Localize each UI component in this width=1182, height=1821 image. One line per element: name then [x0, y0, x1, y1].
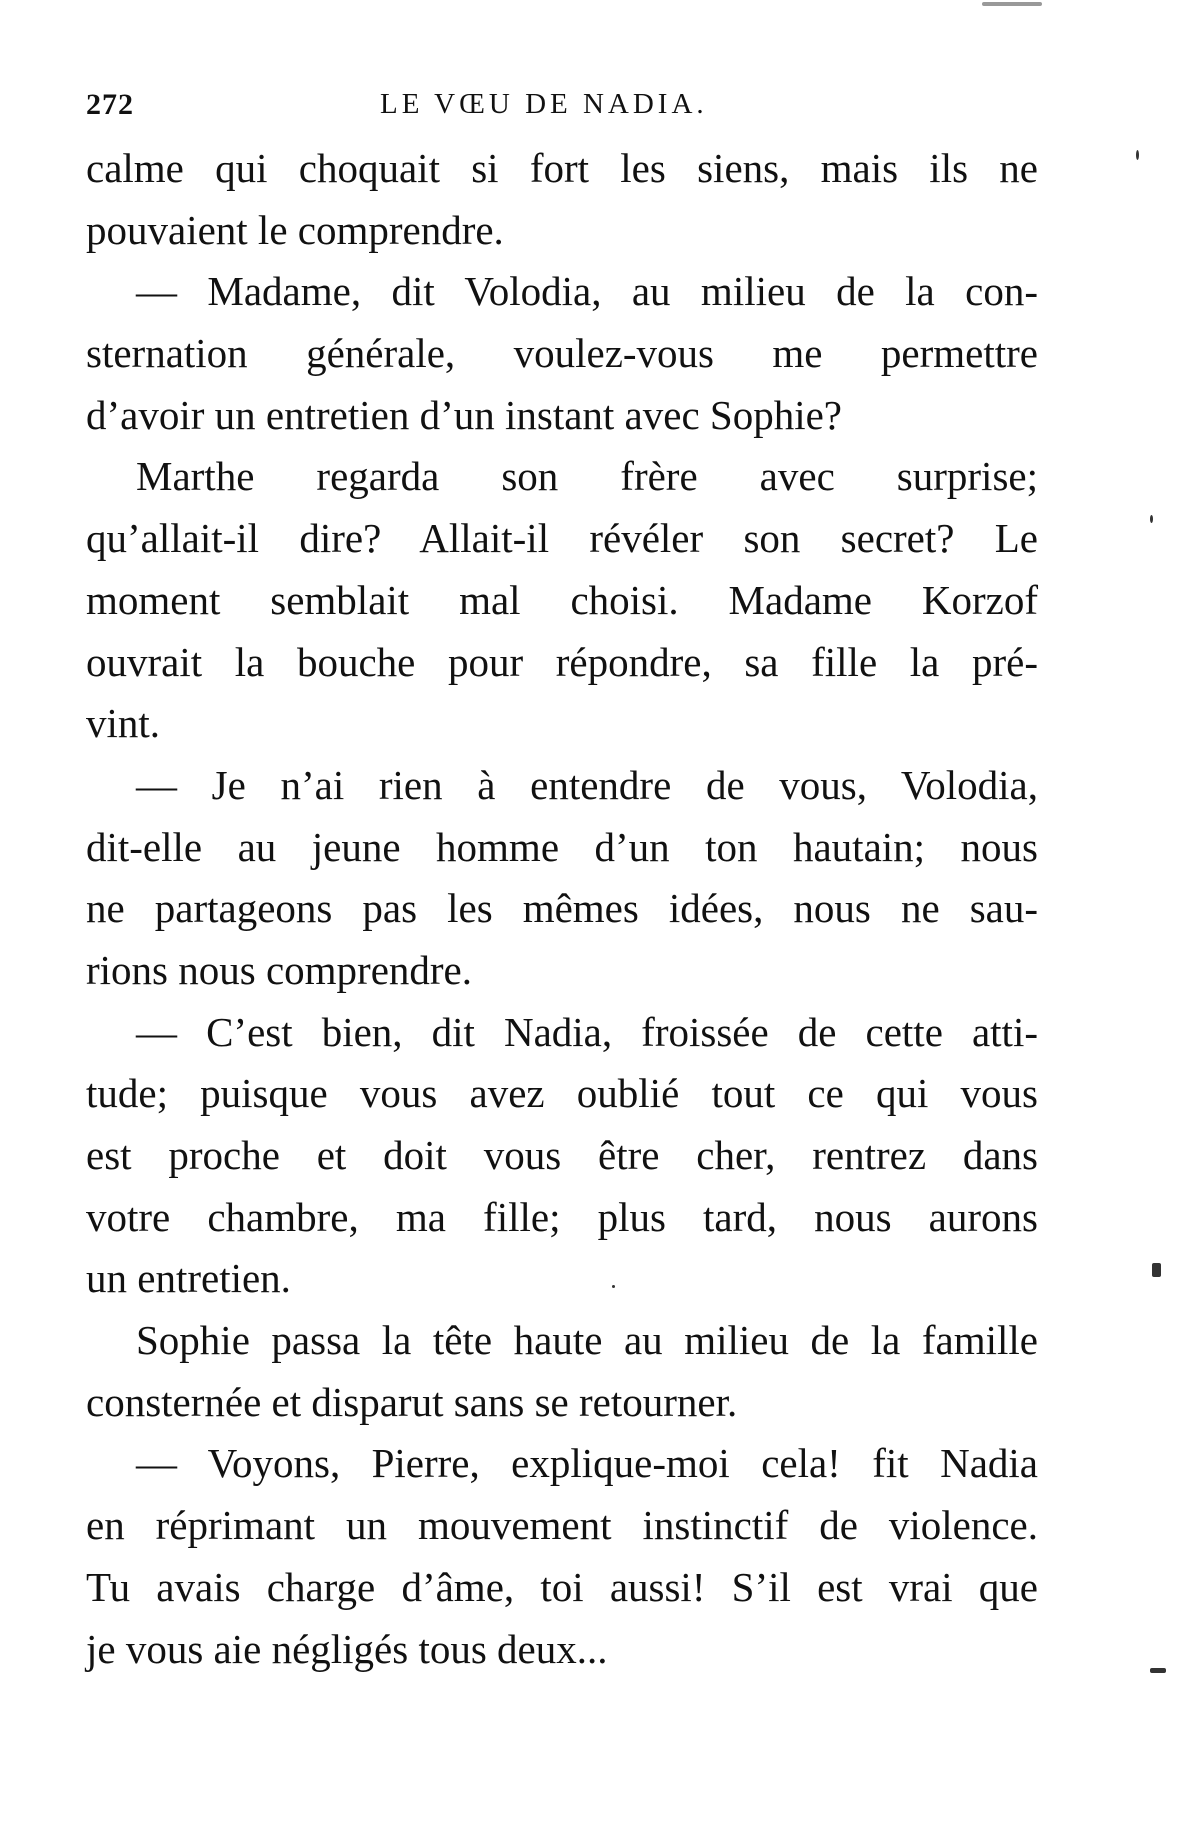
- text-line: ouvrait la bouche pour répondre, sa fille la pré-: [86, 638, 1038, 685]
- scan-speck: [1150, 515, 1153, 523]
- text-line: Marthe regarda son frère avec surprise;: [136, 453, 1038, 500]
- text-line: pouvaient le comprendre.: [86, 206, 504, 253]
- text-line: — Madame, dit Volodia, au milieu de la con-: [136, 268, 1038, 315]
- text-line: consternée et disparut sans se retourner.: [86, 1378, 738, 1425]
- text-line: vint.: [86, 700, 161, 747]
- running-title: LE VŒU DE NADIA.: [380, 88, 708, 120]
- text-line: dit-elle au jeune homme d’un ton hautain; nous: [86, 823, 1038, 870]
- scan-speck: [1152, 1263, 1161, 1277]
- text-line: — C’est bien, dit Nadia, froissée de cette atti-: [136, 1008, 1038, 1055]
- text-line: je vous aie négligés tous deux...: [86, 1625, 608, 1672]
- text-line: d’avoir un entretien d’un instant avec Sophie?: [86, 391, 842, 438]
- text-line: rions nous comprendre.: [86, 946, 472, 993]
- text-line: — Je n’ai rien à entendre de vous, Volodia,: [136, 761, 1038, 808]
- scan-speck: [612, 1285, 615, 1288]
- text-line: ne partageons pas les mêmes idées, nous ne sau-: [86, 885, 1038, 932]
- text-line: Tu avais charge d’âme, toi aussi! S’il est vrai que: [86, 1563, 1038, 1610]
- text-line: Sophie passa la tête haute au milieu de la famille: [136, 1317, 1038, 1364]
- scan-speck: [982, 2, 1042, 6]
- text-line: — Voyons, Pierre, explique-moi cela! fit Nadia: [136, 1440, 1038, 1487]
- page-number: 272: [86, 88, 134, 121]
- text-line: votre chambre, ma fille; plus tard, nous aurons: [86, 1193, 1038, 1240]
- text-line: en réprimant un mouvement instinctif de violence.: [86, 1502, 1038, 1549]
- text-line: tude; puisque vous avez oublié tout ce qui vous: [86, 1070, 1038, 1117]
- text-line: est proche et doit vous être cher, rentrez dans: [86, 1132, 1038, 1178]
- scan-speck: [1136, 150, 1139, 160]
- page-header: [86, 88, 1038, 128]
- text-line: sternation générale, voulez-vous me permettre: [86, 330, 1038, 377]
- scan-speck: [1150, 1668, 1166, 1673]
- body-text: [86, 138, 1038, 1680]
- text-line: calme qui choquait si fort les siens, mais ils ne: [86, 145, 1038, 191]
- text-line: moment semblait mal choisi. Madame Korzof: [86, 576, 1038, 623]
- text-line: un entretien.: [86, 1255, 291, 1302]
- text-line: qu’allait-il dire? Allait-il révéler son secret? Le: [86, 515, 1038, 562]
